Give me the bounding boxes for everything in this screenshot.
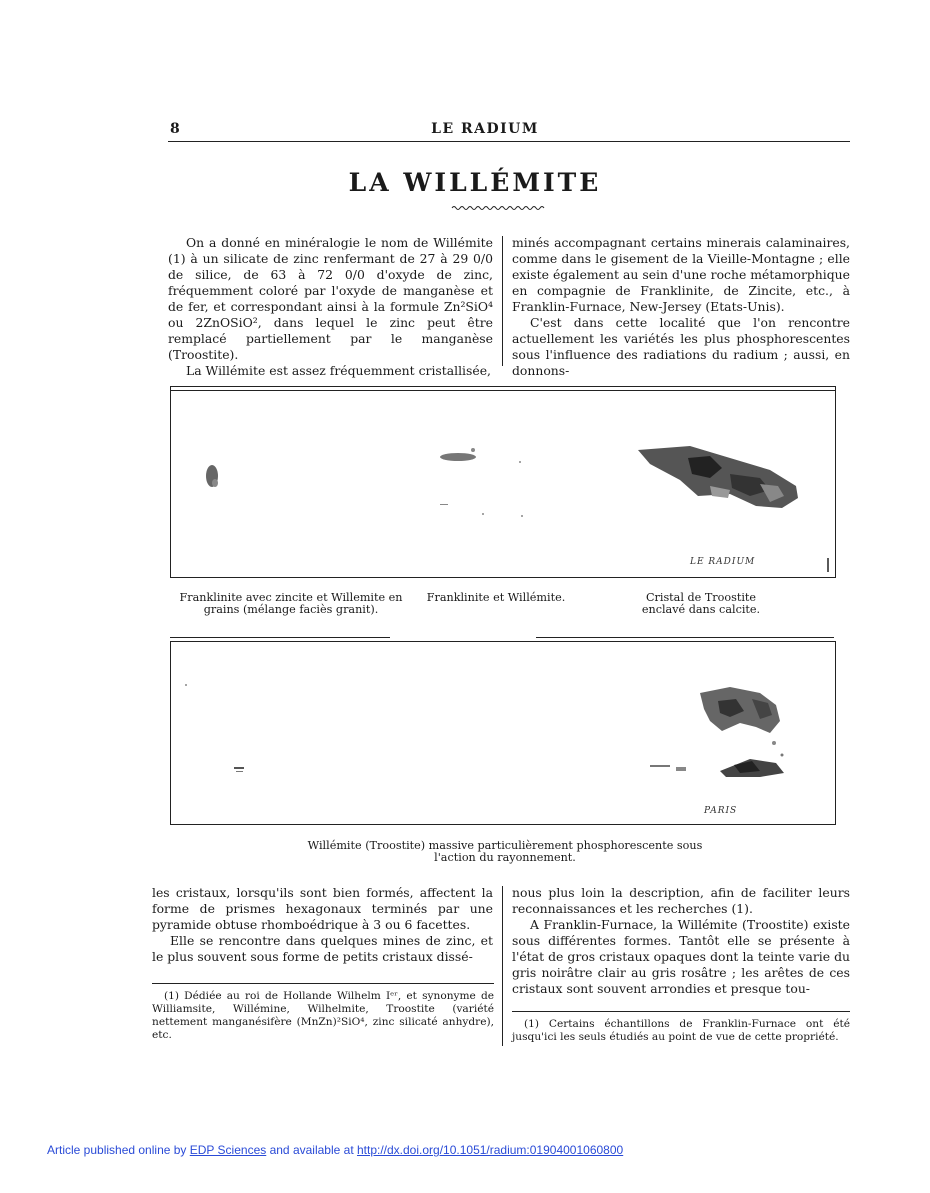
column-rule bbox=[502, 236, 503, 366]
running-head: LE RADIUM bbox=[431, 121, 539, 137]
left-column-top bbox=[168, 235, 493, 379]
right-column-bottom bbox=[512, 885, 850, 997]
figure-1-signature: LE RADIUM bbox=[690, 557, 756, 567]
footnote-text: (1) Dédiée au roi de Hollande Wilhelm Iᵉʳ, et synonyme de Williamsite, Willémine, Wilhelmite, Troostite (variété nettement manganésifère (MnZn)²SiO⁴, zinc silicaté anhydre), etc. bbox=[152, 990, 494, 1041]
footnote-text: (1) Certains échantillons de Franklin-Furnace ont été jusqu'ici les seuls étudiés au point de vue de cette propriété. bbox=[512, 1018, 850, 1043]
figure-2-top-rule-right bbox=[536, 637, 834, 638]
title-ornament bbox=[452, 204, 547, 212]
footnote-rule-right bbox=[512, 1011, 850, 1012]
figure-1-caption-left: Franklinite avec zincite et Willemite en grains (mélange faciès granit). bbox=[179, 591, 403, 616]
figure-2-image bbox=[170, 641, 834, 823]
credit-prefix: Article published online by bbox=[47, 1143, 190, 1157]
figure-2-signature: PARIS bbox=[704, 806, 738, 816]
paragraph: La Willémite est assez fréquemment cristallisée, bbox=[186, 363, 491, 378]
left-column-bottom bbox=[152, 885, 493, 965]
credit-middle: and available at bbox=[266, 1143, 357, 1157]
article-title: LA WILLÉMITE bbox=[348, 168, 602, 197]
paragraph: C'est dans cette localité que l'on rencontre actuellement les variétés les plus phosphorescentes sous l'influence des radiations du radium ; aussi, en donnons- bbox=[512, 315, 850, 378]
publication-credit bbox=[47, 1143, 623, 1157]
doi-link[interactable]: http://dx.doi.org/10.1051/radium:01904001060800 bbox=[356, 1143, 624, 1157]
footnote-rule-left bbox=[152, 983, 494, 984]
page-number: 8 bbox=[170, 121, 180, 137]
footnote-left bbox=[152, 990, 494, 1042]
figure-1-caption-center: Franklinite et Willémite. bbox=[426, 591, 566, 604]
paragraph: A Franklin-Furnace, la Willémite (Troostite) existe sous différentes formes. Tantôt elle se présente à l'état de gros cristaux opaques dont la teinte varie du gris noirâtre clair au gris rosâtre ; les arêtes de ces cristaux sont souvent arrondies et presque tou- bbox=[512, 917, 850, 996]
paragraph: les cristaux, lorsqu'ils sont bien formés, affectent la forme de prismes hexagonaux terminés par une pyramide obtuse rhomboédrique à 3 ou 6 facettes. bbox=[152, 885, 493, 932]
publisher-link[interactable]: EDP Sciences bbox=[189, 1143, 267, 1157]
figure-1-caption-right: Cristal de Troostite enclavé dans calcite. bbox=[641, 591, 761, 616]
paragraph: minés accompagnant certains minerais calaminaires, comme dans le gisement de la Vieille-Montagne ; elle existe également au sein d'une roche métamorphique en compagnie de Franklinite, de Zincite, etc., à Franklin-Furnace, New-Jersey (Etats-Unis). bbox=[512, 235, 850, 314]
figure-2-top-rule-left bbox=[170, 637, 390, 638]
paragraph: nous plus loin la description, afin de faciliter leurs reconnaissances et les recherches (1). bbox=[512, 885, 850, 916]
footnote-right bbox=[512, 1018, 850, 1044]
column-rule bbox=[502, 886, 503, 1046]
paragraph: Elle se rencontre dans quelques mines de zinc, et le plus souvent sous forme de petits cristaux dissé- bbox=[152, 933, 493, 964]
figure-1-image bbox=[170, 386, 834, 576]
paragraph: On a donné en minéralogie le nom de Willémite (1) à un silicate de zinc renfermant de 27 à 29 0/0 de silice, de 63 à 72 0/0 d'oxyde de zinc, fréquemment coloré par l'oxyde de manganèse et de fer, et correspondant ainsi à la formule Zn²SiO⁴ ou 2ZnOSiO², dans lequel le zinc peut être remplacé partiellement par le manganèse (Troostite). bbox=[168, 235, 493, 362]
right-column-top bbox=[512, 235, 850, 379]
figure-2-caption: Willémite (Troostite) massive particulièrement phosphorescente sous l'action du rayonnement. bbox=[307, 839, 703, 864]
header-rule bbox=[168, 141, 850, 142]
